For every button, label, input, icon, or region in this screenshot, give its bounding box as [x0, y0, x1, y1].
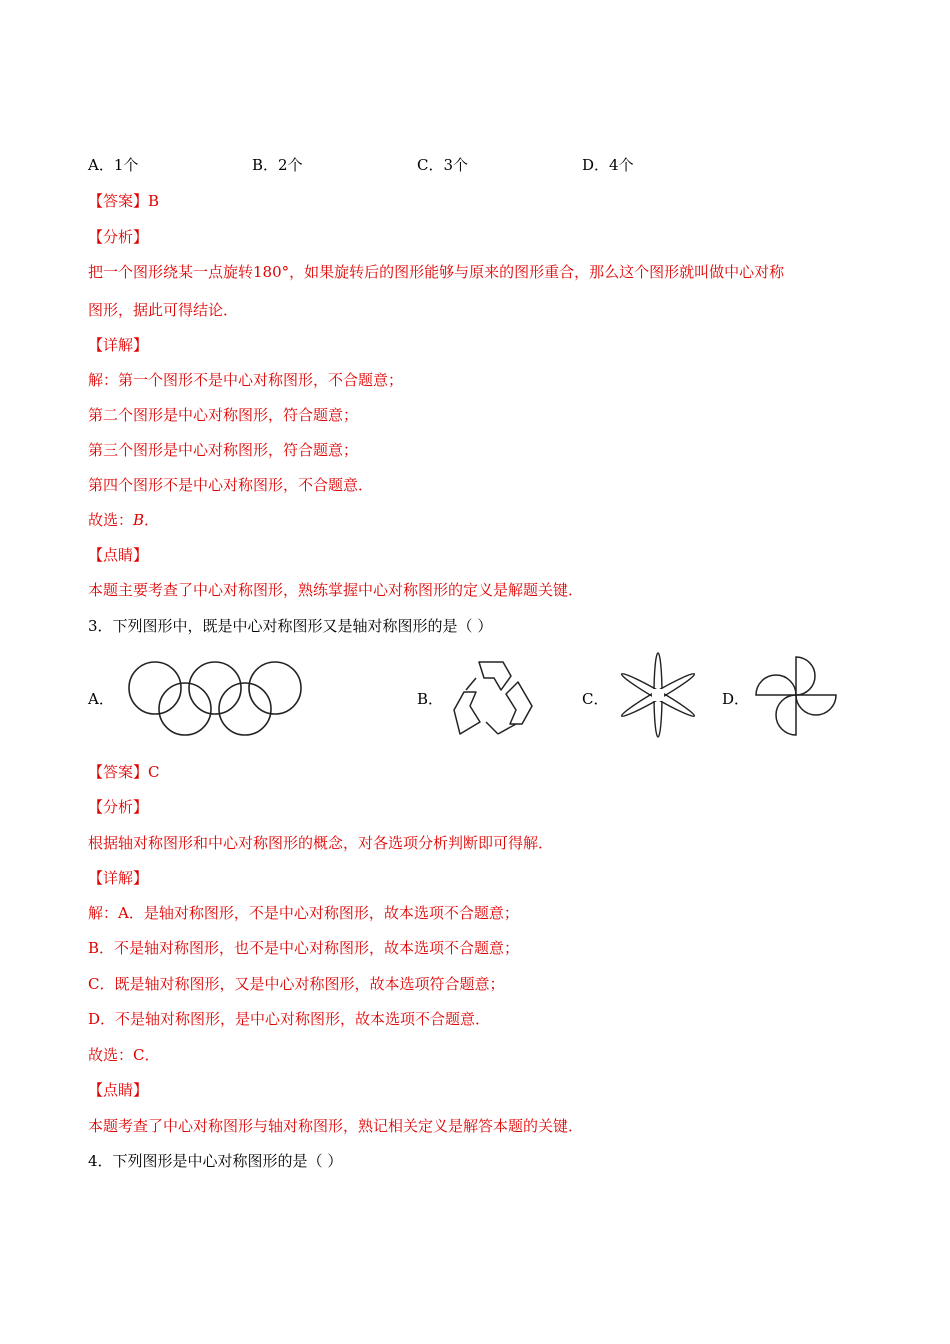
q2-answer: 【答案】B — [88, 192, 160, 210]
q3-figure-c-six-petal-flower — [612, 651, 704, 739]
q2-option-c: C．3个 — [417, 156, 469, 174]
q2-comment: 本题主要考查了中心对称图形，熟练掌握中心对称图形的定义是解题关键． — [88, 581, 584, 599]
q3-comment-tag: 【点睛】 — [88, 1081, 149, 1099]
q3-detail-line-1: 解：A．是轴对称图形，不是中心对称图形，故本选项不合题意； — [88, 904, 519, 922]
q3-choice: 故选：C． — [88, 1046, 160, 1064]
q3-detail-line-3: C．既是轴对称图形，又是中心对称图形，故本选项符合题意； — [88, 975, 505, 993]
q2-choice — [88, 510, 159, 530]
q3-detail-line-2: B．不是轴对称图形，也不是中心对称图形，故本选项不合题意； — [88, 939, 520, 957]
q2-analysis-tag: 【分析】 — [88, 228, 149, 246]
q2-detail-line-4: 第四个图形不是中心对称图形，不合题意． — [88, 476, 374, 494]
q2-choice-suffix: ． — [144, 511, 160, 529]
q3-analysis-tag: 【分析】 — [88, 798, 149, 816]
q3-option-a-label: A． — [88, 690, 114, 708]
q4-stem: 4．下列图形是中心对称图形的是（ ） — [88, 1152, 343, 1170]
q3-figure-a-five-rings — [115, 656, 307, 740]
q3-comment: 本题考查了中心对称图形与轴对称图形，熟记相关定义是解答本题的关键． — [88, 1117, 584, 1135]
q3-analysis: 根据轴对称图形和中心对称图形的概念，对各选项分析判断即可得解． — [88, 834, 554, 852]
q2-detail-line-3: 第三个图形是中心对称图形，符合题意； — [88, 441, 359, 459]
q3-option-c-label: C． — [582, 690, 609, 708]
q2-analysis-line-1: 把一个图形绕某一点旋转180°，如果旋转后的图形能够与原来的图形重合，那么这个图形就叫做中心对称 — [88, 263, 785, 281]
q2-detail-line-2: 第二个图形是中心对称图形，符合题意； — [88, 406, 359, 424]
q2-detail-line-1: 解：第一个图形不是中心对称图形，不合题意； — [88, 371, 404, 389]
q2-comment-tag: 【点睛】 — [88, 546, 149, 564]
q2-option-a: A．1个 — [88, 156, 139, 174]
q3-stem: 3．下列图形中，既是中心对称图形又是轴对称图形的是（ ） — [88, 617, 493, 635]
q2-choice-value: B — [133, 511, 145, 529]
q3-detail-line-4: D．不是轴对称图形，是中心对称图形，故本选项不合题意． — [88, 1010, 491, 1028]
q3-detail-tag: 【详解】 — [88, 869, 149, 887]
q3-option-b-label: B． — [417, 690, 444, 708]
q3-figure-b-recycle-triangle — [446, 658, 536, 738]
q2-option-d: D．4个 — [582, 156, 634, 174]
q3-answer: 【答案】C — [88, 763, 160, 781]
q3-figure-d-pinwheel — [754, 655, 840, 739]
q2-analysis-line-2: 图形，据此可得结论． — [88, 301, 239, 319]
q2-option-b: B．2个 — [252, 156, 303, 174]
q2-choice-prefix: 故选： — [88, 511, 134, 529]
q2-detail-tag: 【详解】 — [88, 336, 149, 354]
q3-option-d-label: D． — [722, 690, 750, 708]
